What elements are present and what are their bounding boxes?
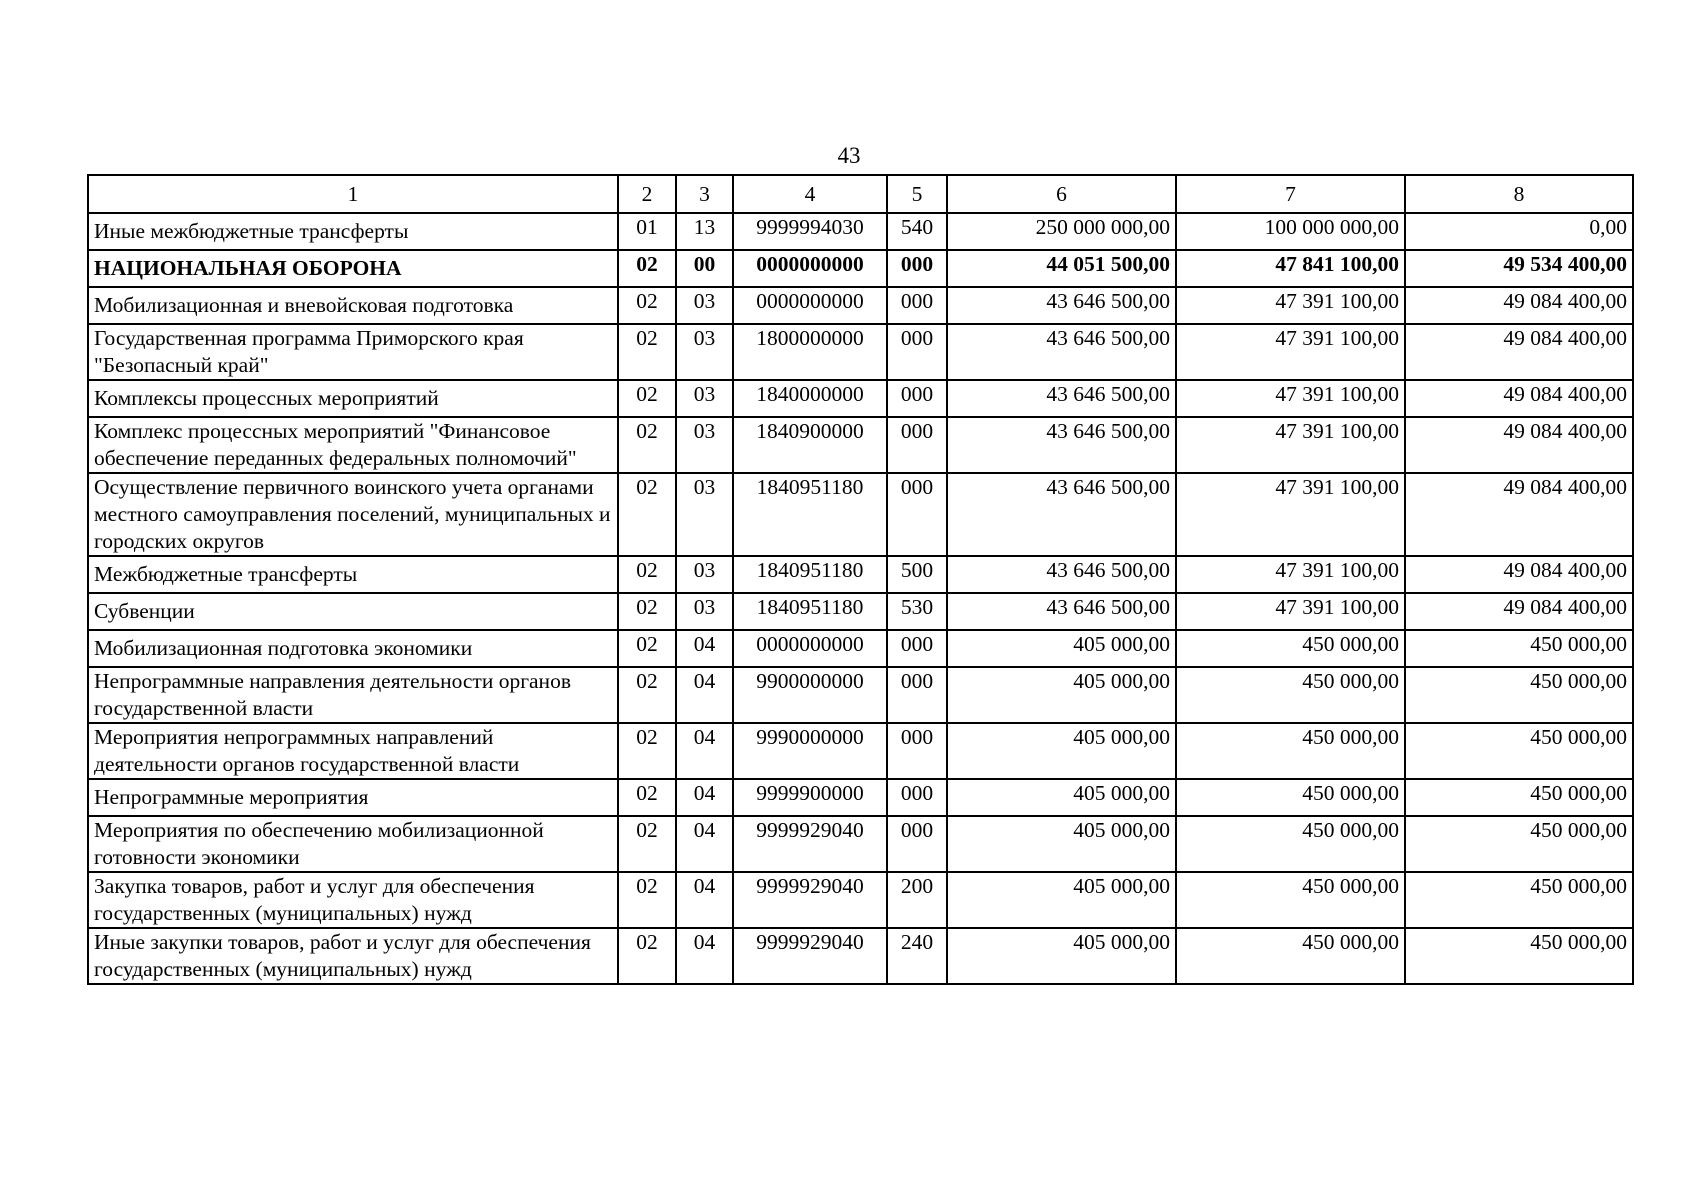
amount-col-6: 405 000,00 bbox=[947, 928, 1176, 984]
amount-col-7: 100 000 000,00 bbox=[1176, 213, 1405, 250]
amount-col-8: 49 084 400,00 bbox=[1405, 473, 1633, 556]
column-header-5: 5 bbox=[887, 175, 947, 213]
expense-type-code: 000 bbox=[887, 250, 947, 287]
expense-type-code: 530 bbox=[887, 593, 947, 630]
column-header-8: 8 bbox=[1405, 175, 1633, 213]
amount-col-6: 43 646 500,00 bbox=[947, 556, 1176, 593]
column-header-6: 6 bbox=[947, 175, 1176, 213]
amount-col-8: 49 084 400,00 bbox=[1405, 380, 1633, 417]
amount-col-8: 450 000,00 bbox=[1405, 723, 1633, 779]
expense-type-code: 240 bbox=[887, 928, 947, 984]
amount-col-6: 43 646 500,00 bbox=[947, 417, 1176, 473]
table-row bbox=[88, 473, 1633, 556]
expense-type-code: 500 bbox=[887, 556, 947, 593]
amount-col-8: 450 000,00 bbox=[1405, 816, 1633, 872]
target-article-code: 1840900000 bbox=[733, 417, 887, 473]
amount-col-7: 450 000,00 bbox=[1176, 630, 1405, 667]
subsection-code: 04 bbox=[676, 779, 733, 816]
section-code: 02 bbox=[618, 250, 676, 287]
expense-type-code: 000 bbox=[887, 324, 947, 380]
subsection-code: 13 bbox=[676, 213, 733, 250]
table-row bbox=[88, 213, 1633, 250]
target-article-code: 1800000000 bbox=[733, 324, 887, 380]
section-code: 02 bbox=[618, 473, 676, 556]
amount-col-8: 450 000,00 bbox=[1405, 872, 1633, 928]
target-article-code: 1840000000 bbox=[733, 380, 887, 417]
amount-col-7: 47 391 100,00 bbox=[1176, 380, 1405, 417]
table-row bbox=[88, 287, 1633, 324]
target-article-code: 9999994030 bbox=[733, 213, 887, 250]
section-code: 02 bbox=[618, 630, 676, 667]
amount-col-6: 250 000 000,00 bbox=[947, 213, 1176, 250]
column-header-1: 1 bbox=[88, 175, 618, 213]
amount-col-6: 405 000,00 bbox=[947, 630, 1176, 667]
amount-col-7: 47 391 100,00 bbox=[1176, 417, 1405, 473]
amount-col-6: 405 000,00 bbox=[947, 872, 1176, 928]
table-row bbox=[88, 779, 1633, 816]
target-article-code: 9999929040 bbox=[733, 816, 887, 872]
row-name: Осуществление первичного воинского учета органами местного самоуправления поселений, муниципальных и городских округов bbox=[88, 473, 618, 556]
section-code: 02 bbox=[618, 380, 676, 417]
target-article-code: 9999929040 bbox=[733, 872, 887, 928]
row-name: Иные межбюджетные трансферты bbox=[88, 213, 618, 250]
section-code: 02 bbox=[618, 593, 676, 630]
target-article-code: 9999929040 bbox=[733, 928, 887, 984]
amount-col-8: 450 000,00 bbox=[1405, 630, 1633, 667]
expense-type-code: 000 bbox=[887, 723, 947, 779]
amount-col-7: 450 000,00 bbox=[1176, 723, 1405, 779]
section-code: 02 bbox=[618, 816, 676, 872]
column-header-3: 3 bbox=[676, 175, 733, 213]
amount-col-7: 450 000,00 bbox=[1176, 928, 1405, 984]
subsection-code: 03 bbox=[676, 324, 733, 380]
target-article-code: 0000000000 bbox=[733, 250, 887, 287]
table-row bbox=[88, 556, 1633, 593]
column-header-2: 2 bbox=[618, 175, 676, 213]
table-row bbox=[88, 723, 1633, 779]
section-code: 01 bbox=[618, 213, 676, 250]
amount-col-7: 47 391 100,00 bbox=[1176, 556, 1405, 593]
table-row bbox=[88, 667, 1633, 723]
amount-col-8: 450 000,00 bbox=[1405, 667, 1633, 723]
subsection-code: 03 bbox=[676, 417, 733, 473]
amount-col-6: 43 646 500,00 bbox=[947, 380, 1176, 417]
table-row bbox=[88, 593, 1633, 630]
table-row bbox=[88, 417, 1633, 473]
amount-col-7: 450 000,00 bbox=[1176, 816, 1405, 872]
amount-col-7: 47 391 100,00 bbox=[1176, 324, 1405, 380]
amount-col-8: 49 084 400,00 bbox=[1405, 324, 1633, 380]
amount-col-7: 47 391 100,00 bbox=[1176, 287, 1405, 324]
row-name: Мероприятия по обеспечению мобилизационной готовности экономики bbox=[88, 816, 618, 872]
row-name: Комплексы процессных мероприятий bbox=[88, 380, 618, 417]
amount-col-6: 405 000,00 bbox=[947, 723, 1176, 779]
expense-type-code: 540 bbox=[887, 213, 947, 250]
row-name: Закупка товаров, работ и услуг для обеспечения государственных (муниципальных) нужд bbox=[88, 872, 618, 928]
subsection-code: 03 bbox=[676, 380, 733, 417]
expense-type-code: 000 bbox=[887, 667, 947, 723]
row-name: НАЦИОНАЛЬНАЯ ОБОРОНА bbox=[88, 250, 618, 287]
subsection-code: 04 bbox=[676, 872, 733, 928]
amount-col-6: 43 646 500,00 bbox=[947, 473, 1176, 556]
amount-col-8: 49 534 400,00 bbox=[1405, 250, 1633, 287]
row-name: Непрограммные направления деятельности органов государственной власти bbox=[88, 667, 618, 723]
subsection-code: 04 bbox=[676, 928, 733, 984]
section-code: 02 bbox=[618, 723, 676, 779]
amount-col-7: 47 391 100,00 bbox=[1176, 473, 1405, 556]
subsection-code: 04 bbox=[676, 667, 733, 723]
row-name: Мероприятия непрограммных направлений деятельности органов государственной власти bbox=[88, 723, 618, 779]
subsection-code: 03 bbox=[676, 593, 733, 630]
section-code: 02 bbox=[618, 667, 676, 723]
subsection-code: 03 bbox=[676, 473, 733, 556]
amount-col-6: 405 000,00 bbox=[947, 816, 1176, 872]
subsection-code: 04 bbox=[676, 816, 733, 872]
table-row bbox=[88, 250, 1633, 287]
amount-col-8: 450 000,00 bbox=[1405, 928, 1633, 984]
section-code: 02 bbox=[618, 556, 676, 593]
row-name: Мобилизационная и вневойсковая подготовка bbox=[88, 287, 618, 324]
page-number: 43 bbox=[837, 143, 861, 168]
row-name: Непрограммные мероприятия bbox=[88, 779, 618, 816]
target-article-code: 1840951180 bbox=[733, 473, 887, 556]
subsection-code: 03 bbox=[676, 556, 733, 593]
table-row bbox=[88, 380, 1633, 417]
table-row bbox=[88, 872, 1633, 928]
amount-col-8: 49 084 400,00 bbox=[1405, 417, 1633, 473]
budget-table bbox=[87, 174, 1634, 985]
amount-col-7: 47 841 100,00 bbox=[1176, 250, 1405, 287]
amount-col-6: 43 646 500,00 bbox=[947, 593, 1176, 630]
row-name: Государственная программа Приморского края "Безопасный край" bbox=[88, 324, 618, 380]
amount-col-6: 44 051 500,00 bbox=[947, 250, 1176, 287]
section-code: 02 bbox=[618, 324, 676, 380]
table-row bbox=[88, 928, 1633, 984]
amount-col-6: 405 000,00 bbox=[947, 667, 1176, 723]
amount-col-7: 47 391 100,00 bbox=[1176, 593, 1405, 630]
target-article-code: 0000000000 bbox=[733, 630, 887, 667]
amount-col-8: 0,00 bbox=[1405, 213, 1633, 250]
section-code: 02 bbox=[618, 779, 676, 816]
section-code: 02 bbox=[618, 417, 676, 473]
target-article-code: 9999900000 bbox=[733, 779, 887, 816]
expense-type-code: 000 bbox=[887, 473, 947, 556]
expense-type-code: 000 bbox=[887, 417, 947, 473]
subsection-code: 03 bbox=[676, 287, 733, 324]
amount-col-8: 450 000,00 bbox=[1405, 779, 1633, 816]
row-name: Субвенции bbox=[88, 593, 618, 630]
column-header-7: 7 bbox=[1176, 175, 1405, 213]
row-name: Иные закупки товаров, работ и услуг для обеспечения государственных (муниципальных) нужд bbox=[88, 928, 618, 984]
amount-col-7: 450 000,00 bbox=[1176, 779, 1405, 816]
amount-col-8: 49 084 400,00 bbox=[1405, 287, 1633, 324]
target-article-code: 9900000000 bbox=[733, 667, 887, 723]
section-code: 02 bbox=[618, 287, 676, 324]
amount-col-6: 43 646 500,00 bbox=[947, 324, 1176, 380]
subsection-code: 04 bbox=[676, 630, 733, 667]
table-row bbox=[88, 324, 1633, 380]
row-name: Межбюджетные трансферты bbox=[88, 556, 618, 593]
expense-type-code: 000 bbox=[887, 630, 947, 667]
section-code: 02 bbox=[618, 928, 676, 984]
subsection-code: 04 bbox=[676, 723, 733, 779]
amount-col-8: 49 084 400,00 bbox=[1405, 593, 1633, 630]
expense-type-code: 000 bbox=[887, 380, 947, 417]
expense-type-code: 200 bbox=[887, 872, 947, 928]
table-row bbox=[88, 816, 1633, 872]
column-header-4: 4 bbox=[733, 175, 887, 213]
row-name: Мобилизационная подготовка экономики bbox=[88, 630, 618, 667]
target-article-code: 9990000000 bbox=[733, 723, 887, 779]
amount-col-8: 49 084 400,00 bbox=[1405, 556, 1633, 593]
expense-type-code: 000 bbox=[887, 287, 947, 324]
expense-type-code: 000 bbox=[887, 816, 947, 872]
amount-col-7: 450 000,00 bbox=[1176, 872, 1405, 928]
amount-col-7: 450 000,00 bbox=[1176, 667, 1405, 723]
target-article-code: 1840951180 bbox=[733, 556, 887, 593]
table-row bbox=[88, 630, 1633, 667]
subsection-code: 00 bbox=[676, 250, 733, 287]
target-article-code: 0000000000 bbox=[733, 287, 887, 324]
expense-type-code: 000 bbox=[887, 779, 947, 816]
table-header-row bbox=[88, 175, 1633, 213]
target-article-code: 1840951180 bbox=[733, 593, 887, 630]
row-name: Комплекс процессных мероприятий "Финансовое обеспечение переданных федеральных полномочий" bbox=[88, 417, 618, 473]
amount-col-6: 405 000,00 bbox=[947, 779, 1176, 816]
section-code: 02 bbox=[618, 872, 676, 928]
amount-col-6: 43 646 500,00 bbox=[947, 287, 1176, 324]
